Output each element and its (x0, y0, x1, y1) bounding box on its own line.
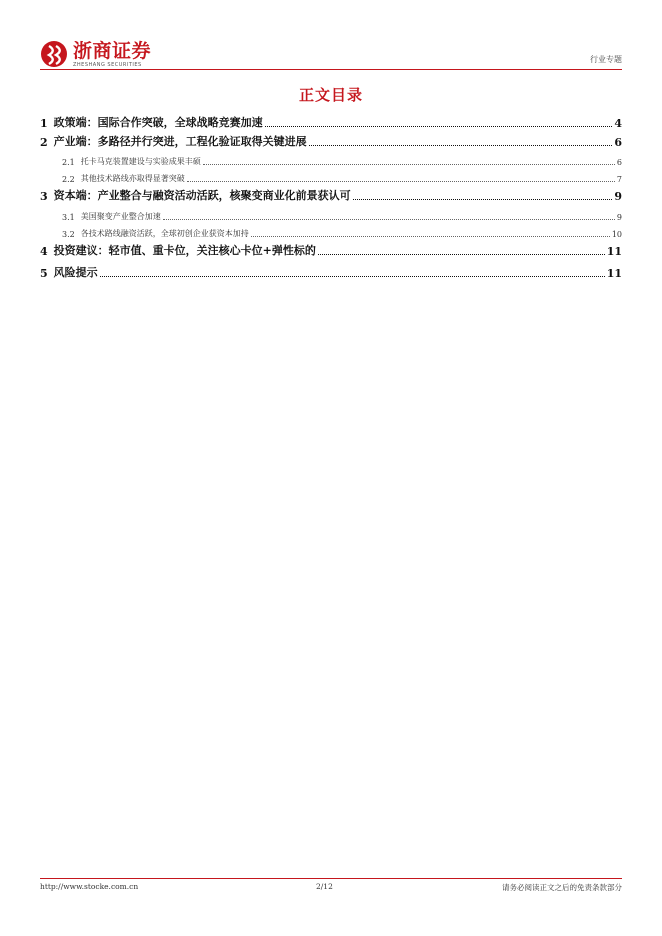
toc-entry-number: 1 (40, 117, 48, 130)
footer-divider (40, 878, 622, 879)
toc-entry-3-2[interactable] (40, 227, 622, 239)
toc-entry-4[interactable] (40, 242, 622, 258)
brand-name-en: ZHESHANG SECURITIES (73, 62, 142, 68)
toc-entry-2-1[interactable] (40, 155, 622, 167)
toc-entry-text: 政策端：国际合作突破，全球战略竞赛加速 (53, 116, 263, 129)
toc-entry-number: 3.2 (62, 230, 75, 239)
toc-entry-text: 资本端：产业整合与融资活动活跃，核聚变商业化前景获认可 (53, 189, 351, 202)
toc-entry-text: 美国聚变产业整合加速 (80, 212, 161, 221)
toc-leader-dots (187, 181, 615, 182)
footer-page-number: 2/12 (316, 882, 333, 891)
toc-leader-dots (309, 145, 613, 146)
toc-title: 正文目录 (298, 86, 363, 104)
toc-entry-page: 6 (616, 158, 622, 167)
toc-entry-page: 9 (614, 190, 622, 203)
toc-entry-number: 2.1 (62, 158, 75, 167)
toc-leader-dots (251, 236, 610, 237)
toc-entry-text: 风险提示 (53, 266, 98, 279)
toc-entry-number: 2.2 (62, 175, 75, 184)
toc-leader-dots (265, 126, 613, 127)
toc-entry-page: 11 (606, 245, 622, 258)
toc-leader-dots (163, 219, 615, 220)
toc-entry-number: 3 (40, 190, 48, 203)
toc-entry-page: 9 (616, 213, 622, 222)
toc-entry-page: 10 (611, 230, 622, 239)
toc-entry-number: 2 (40, 136, 48, 149)
toc-leader-dots (203, 164, 615, 165)
toc-entry-number: 5 (40, 267, 48, 280)
toc-entry-text: 其他技术路线亦取得显著突破 (80, 174, 185, 183)
brand-name-cn: 浙商证券 (73, 40, 152, 62)
toc-leader-dots (100, 276, 605, 277)
toc-entry-number: 3.1 (62, 213, 75, 222)
toc-entry-page: 4 (614, 117, 622, 130)
toc-entry-page: 7 (616, 175, 622, 184)
footer-disclaimer: 请务必阅读正文之后的免责条款部分 (502, 883, 622, 892)
toc-entry-number: 4 (40, 245, 48, 258)
toc-entry-text: 托卡马克装置建设与实验成果丰硕 (80, 157, 201, 166)
toc-entry-1[interactable] (40, 114, 622, 130)
toc-entry-2[interactable] (40, 133, 622, 149)
toc-entry-text: 投资建议：轻市值、重卡位，关注核心卡位+弹性标的 (53, 244, 316, 257)
toc-entry-page: 11 (606, 267, 622, 280)
zheshang-logo-icon (40, 40, 68, 68)
toc-entry-text: 产业端：多路径并行突进，工程化验证取得关键进展 (53, 135, 307, 148)
toc-entry-2-2[interactable] (40, 172, 622, 184)
toc-entry-text: 各技术路线融资活跃，全球初创企业获资本加持 (80, 229, 249, 238)
footer-url[interactable]: http://www.stocke.com.cn (40, 882, 139, 891)
toc-entry-5[interactable] (40, 264, 622, 280)
toc-entry-page: 6 (614, 136, 622, 149)
toc-entry-3-1[interactable] (40, 210, 622, 222)
page-header (40, 40, 622, 72)
header-divider (40, 69, 622, 70)
toc-leader-dots (353, 199, 613, 200)
toc-leader-dots (318, 254, 605, 255)
toc-entry-3[interactable] (40, 187, 622, 203)
document-type: 行业专题 (590, 55, 622, 64)
